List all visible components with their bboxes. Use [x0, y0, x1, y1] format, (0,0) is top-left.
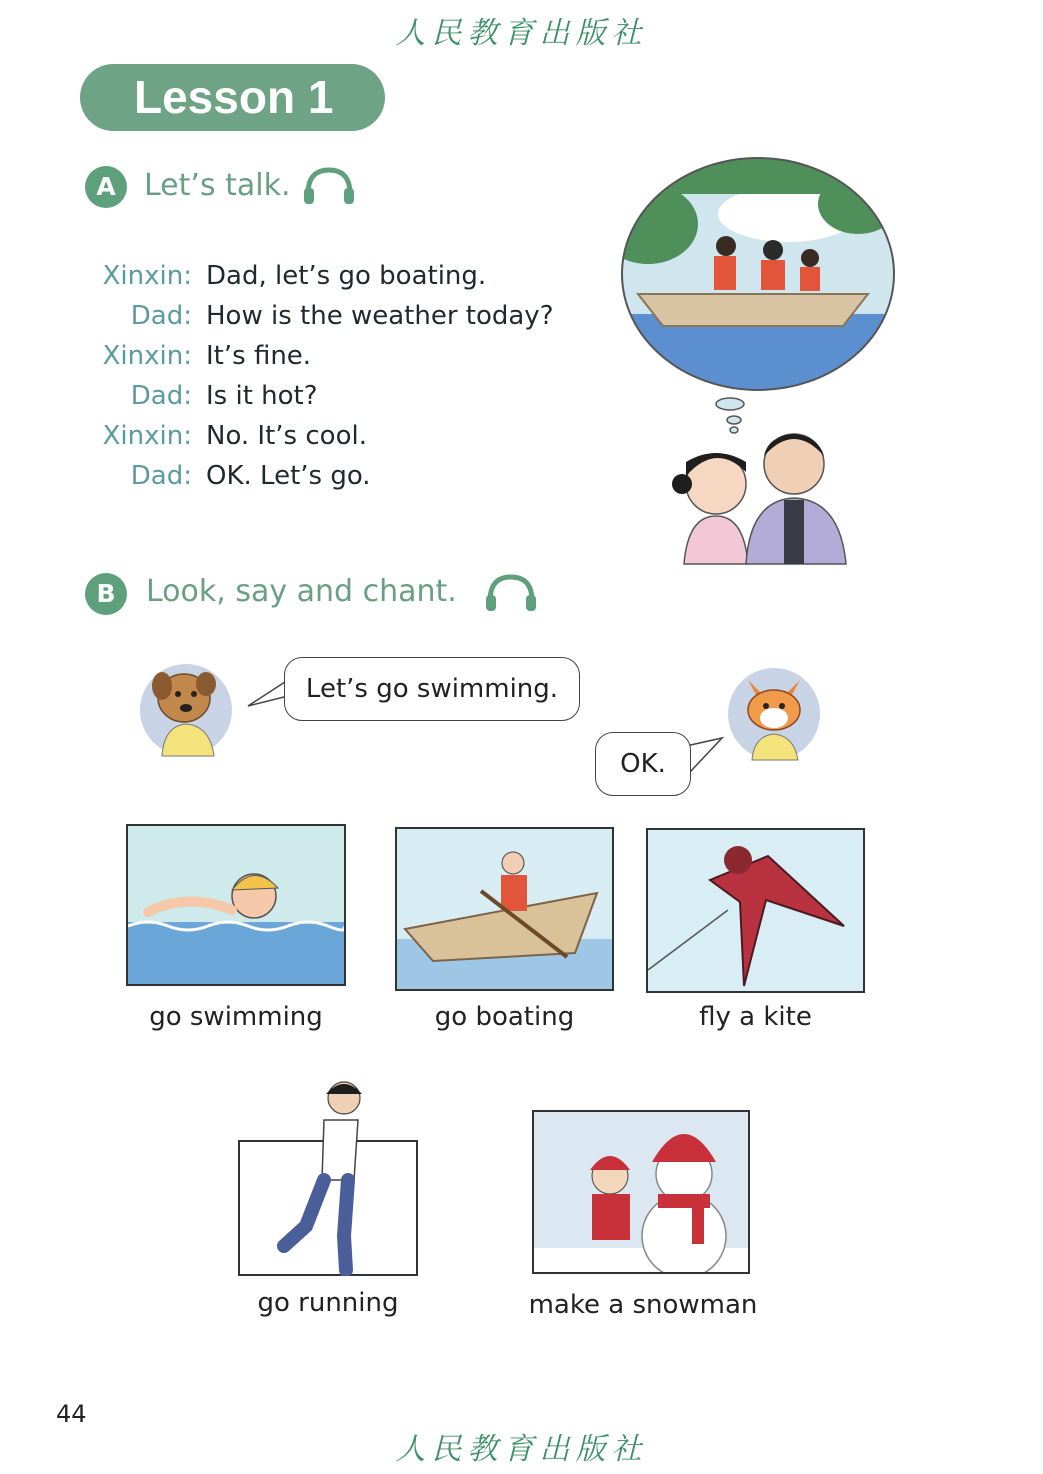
dialog [96, 256, 554, 496]
section-b-title: Look, say and chant. [146, 574, 457, 609]
headphones-icon[interactable] [484, 573, 538, 617]
running-boy-illustration [266, 1076, 376, 1280]
dialog-row [96, 456, 554, 496]
dialog-line: No. It’s cool. [206, 421, 367, 451]
fox-character [726, 666, 822, 766]
speaker: Xinxin: [102, 341, 192, 371]
section-a-title: Let’s talk. [144, 168, 291, 203]
caption-make-a-snowman: make a snowman [528, 1290, 758, 1320]
dialog-line: Is it hot? [206, 381, 318, 411]
section-b-badge: B [85, 573, 127, 615]
dog-character [140, 658, 236, 762]
caption-go-boating: go boating [434, 1002, 575, 1032]
dialog-line: It’s fine. [206, 341, 312, 371]
headphones-icon[interactable] [302, 166, 356, 210]
page-number: 44 [56, 1400, 87, 1428]
caption-go-running: go running [257, 1288, 399, 1318]
speaker: Dad: [130, 461, 192, 491]
dialog-line: OK. Let’s go. [206, 461, 371, 491]
dialog-row [96, 296, 554, 336]
dialog-line: How is the weather today? [206, 301, 554, 331]
dialog-row [96, 336, 554, 376]
picture-go-boating [395, 827, 614, 991]
picture-go-swimming [126, 824, 346, 986]
picture-make-a-snowman [532, 1110, 750, 1274]
caption-fly-a-kite: fly a kite [699, 1002, 812, 1032]
dialog-row [96, 416, 554, 456]
section-a-badge: A [85, 166, 127, 208]
dialog-row [96, 376, 554, 416]
caption-go-swimming: go swimming [149, 1002, 323, 1032]
publisher-header: 人民教育出版社 [395, 16, 648, 51]
speaker: Xinxin: [102, 261, 192, 291]
lesson-title: Lesson 1 [80, 64, 385, 131]
picture-fly-a-kite [646, 828, 865, 993]
speech-bubble-fox: OK. [595, 732, 691, 796]
dialog-row [96, 256, 554, 296]
speech-bubble-dog: Let’s go swimming. [284, 657, 580, 721]
speaker: Dad: [130, 301, 192, 331]
speaker: Dad: [130, 381, 192, 411]
speaker: Xinxin: [102, 421, 192, 451]
publisher-footer: 人民教育出版社 [395, 1432, 648, 1467]
thought-bubble-illustration [618, 154, 898, 578]
dialog-line: Dad, let’s go boating. [206, 261, 487, 291]
